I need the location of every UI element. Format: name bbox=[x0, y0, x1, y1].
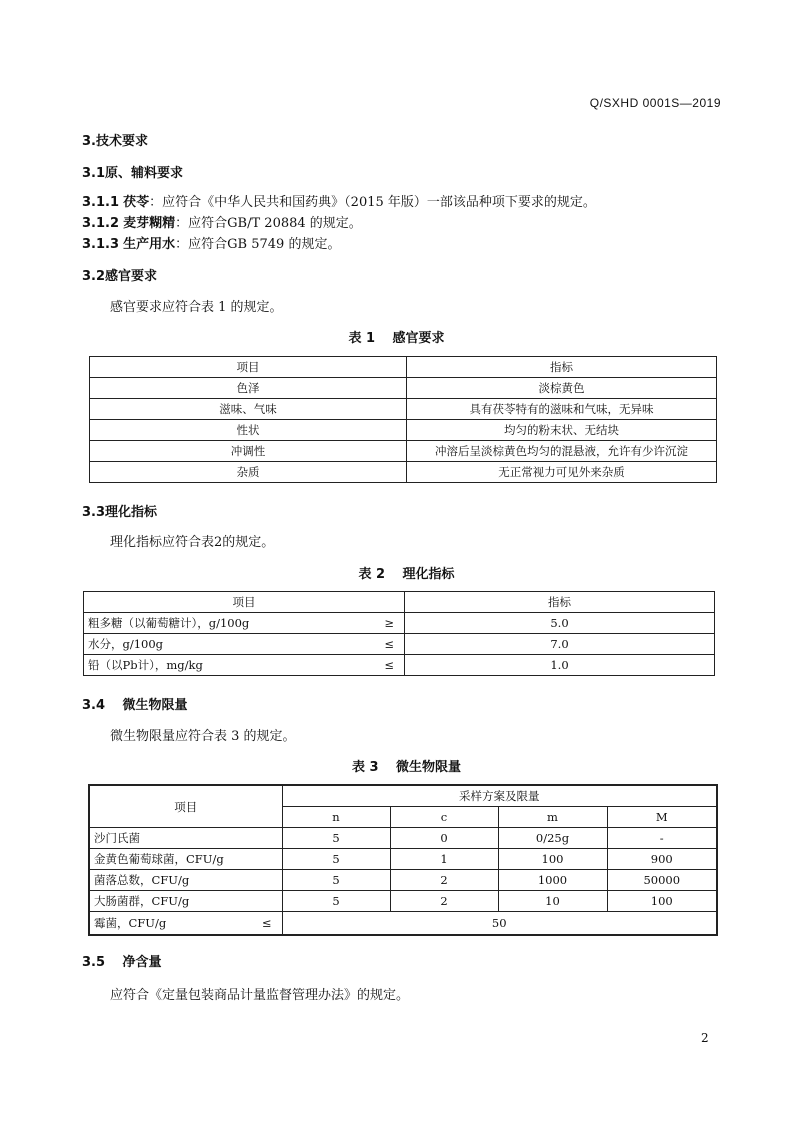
m-cell: 100 bbox=[498, 849, 607, 870]
item-cell: 性状 bbox=[90, 420, 407, 441]
clause-3-1-1 bbox=[82, 191, 596, 210]
item-cell: 滋味、气味 bbox=[90, 399, 407, 420]
item-label: 霉菌，CFU/g bbox=[94, 916, 167, 930]
header-cell-item: 项目 bbox=[89, 785, 282, 828]
n-cell: 5 bbox=[282, 828, 390, 849]
item-cell: 金黄色葡萄球菌，CFU/g bbox=[89, 849, 282, 870]
table-row bbox=[90, 462, 717, 483]
document-code: Q/SXHD 0001S—2019 bbox=[589, 96, 721, 110]
header-cell: 项目 bbox=[84, 592, 405, 613]
header-cell: 项目 bbox=[90, 357, 407, 378]
comparison-symbol: ≤ bbox=[384, 637, 394, 651]
M-cell: 900 bbox=[607, 849, 717, 870]
table-1-caption: 表 1 感官要求 bbox=[348, 331, 445, 346]
subheader-cell-M: M bbox=[607, 807, 717, 828]
header-cell: 指标 bbox=[405, 592, 715, 613]
item-cell bbox=[84, 655, 405, 676]
table-header-row bbox=[89, 785, 717, 807]
clause-text: ：应符合GB 5749 的规定。 bbox=[175, 237, 341, 252]
table-row bbox=[90, 399, 717, 420]
table-3-caption: 表 3 微生物限量 bbox=[351, 760, 462, 775]
table-1-sensory bbox=[89, 356, 717, 483]
table-row bbox=[89, 912, 717, 936]
section-3-title: 3.技术要求 bbox=[82, 134, 148, 149]
section-3-3-title: 3.3理化指标 bbox=[82, 505, 158, 520]
item-cell bbox=[84, 613, 405, 634]
value-cell: 淡棕黄色 bbox=[407, 378, 717, 399]
item-label: 水分，g/100g bbox=[88, 637, 164, 651]
m-cell: 10 bbox=[498, 891, 607, 912]
value-cell: 均匀的粉末状、无结块 bbox=[407, 420, 717, 441]
n-cell: 5 bbox=[282, 891, 390, 912]
clause-number: 3.1.3 bbox=[82, 237, 120, 252]
section-3-3-paragraph: 理化指标应符合表2的规定。 bbox=[110, 535, 275, 550]
value-cell: 7.0 bbox=[405, 634, 715, 655]
section-3-5-title: 3.5 净含量 bbox=[82, 955, 162, 970]
table-row bbox=[89, 828, 717, 849]
comparison-symbol: ≤ bbox=[261, 916, 272, 930]
header-cell-sampling: 采样方案及限量 bbox=[282, 785, 717, 807]
c-cell: 0 bbox=[390, 828, 498, 849]
M-cell: 100 bbox=[607, 891, 717, 912]
item-label: 铅（以Pb计），mg/kg bbox=[88, 658, 203, 672]
item-label: 粗多糖（以葡萄糖计），g/100g bbox=[88, 616, 250, 630]
item-cell bbox=[89, 912, 282, 936]
table-3-microbial-limits bbox=[88, 784, 718, 936]
table-row bbox=[90, 441, 717, 462]
table-row bbox=[84, 634, 715, 655]
table-row bbox=[90, 420, 717, 441]
clause-name: 麦芽糊精 bbox=[123, 216, 176, 231]
clause-text: ：应符合《中华人民共和国药典》（2015 年版）一部该品种项下要求的规定。 bbox=[149, 195, 596, 210]
table-row bbox=[90, 378, 717, 399]
item-cell: 沙门氏菌 bbox=[89, 828, 282, 849]
section-3-4-paragraph: 微生物限量应符合表 3 的规定。 bbox=[110, 729, 296, 744]
value-cell: 具有茯苓特有的滋味和气味，无异味 bbox=[407, 399, 717, 420]
comparison-symbol: ≥ bbox=[384, 616, 394, 630]
item-cell: 大肠菌群，CFU/g bbox=[89, 891, 282, 912]
table-row bbox=[84, 655, 715, 676]
comparison-symbol: ≤ bbox=[384, 658, 394, 672]
item-cell bbox=[84, 634, 405, 655]
section-3-2-paragraph: 感官要求应符合表 1 的规定。 bbox=[110, 300, 283, 315]
subheader-cell-m: m bbox=[498, 807, 607, 828]
clause-text: ：应符合GB/T 20884 的规定。 bbox=[175, 216, 362, 231]
table-2-caption: 表 2 理化指标 bbox=[358, 567, 455, 582]
clause-number: 3.1.2 bbox=[82, 216, 120, 231]
item-cell: 菌落总数，CFU/g bbox=[89, 870, 282, 891]
table-row bbox=[89, 891, 717, 912]
subheader-cell-c: c bbox=[390, 807, 498, 828]
M-cell: 50000 bbox=[607, 870, 717, 891]
table-row bbox=[89, 870, 717, 891]
section-3-2-title: 3.2感官要求 bbox=[82, 269, 158, 284]
table-header-row bbox=[90, 357, 717, 378]
value-cell: 5.0 bbox=[405, 613, 715, 634]
clause-3-1-2 bbox=[82, 212, 362, 231]
c-cell: 2 bbox=[390, 891, 498, 912]
c-cell: 1 bbox=[390, 849, 498, 870]
n-cell: 5 bbox=[282, 849, 390, 870]
clause-number: 3.1.1 bbox=[82, 195, 120, 210]
page-number: 2 bbox=[701, 1031, 709, 1045]
clause-name: 生产用水 bbox=[123, 237, 176, 252]
M-cell: - bbox=[607, 828, 717, 849]
item-cell: 色泽 bbox=[90, 378, 407, 399]
value-cell: 1.0 bbox=[405, 655, 715, 676]
value-cell: 50 bbox=[282, 912, 717, 936]
m-cell: 1000 bbox=[498, 870, 607, 891]
table-2-physicochemical bbox=[83, 591, 715, 676]
section-3-1-title: 3.1原、辅料要求 bbox=[82, 166, 184, 181]
item-cell: 杂质 bbox=[90, 462, 407, 483]
value-cell: 冲溶后呈淡棕黄色均匀的混悬液，允许有少许沉淀 bbox=[407, 441, 717, 462]
m-cell: 0/25g bbox=[498, 828, 607, 849]
section-3-4-title: 3.4 微生物限量 bbox=[82, 698, 188, 713]
table-header-row bbox=[84, 592, 715, 613]
clause-3-1-3 bbox=[82, 233, 340, 252]
subheader-cell-n: n bbox=[282, 807, 390, 828]
header-cell: 指标 bbox=[407, 357, 717, 378]
c-cell: 2 bbox=[390, 870, 498, 891]
clause-name: 茯苓 bbox=[123, 195, 150, 210]
value-cell: 无正常视力可见外来杂质 bbox=[407, 462, 717, 483]
section-3-5-paragraph: 应符合《定量包装商品计量监督管理办法》的规定。 bbox=[110, 988, 410, 1003]
item-cell: 冲调性 bbox=[90, 441, 407, 462]
n-cell: 5 bbox=[282, 870, 390, 891]
table-row bbox=[89, 849, 717, 870]
table-row bbox=[84, 613, 715, 634]
